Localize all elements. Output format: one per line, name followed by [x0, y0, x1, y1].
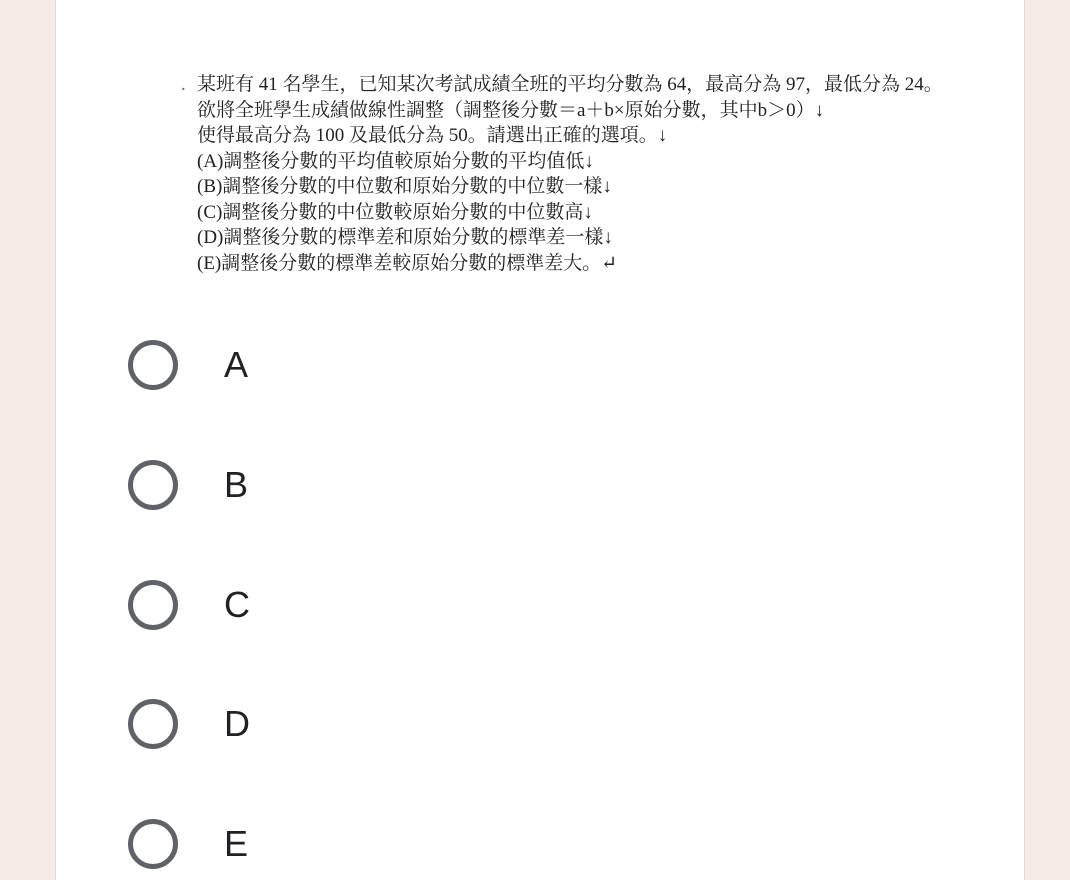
- choice-c[interactable]: [128, 575, 428, 635]
- question-option-e-text: (E)調整後分數的標準差較原始分數的標準差大。↵: [197, 252, 618, 274]
- choice-b[interactable]: [128, 455, 428, 515]
- bullet-dot: .: [181, 74, 186, 95]
- choice-d[interactable]: [128, 694, 428, 754]
- question-option-a-text: (A)調整後分數的平均值較原始分數的平均值低↓: [197, 150, 594, 172]
- choice-a[interactable]: [128, 335, 428, 395]
- choice-label-a: A: [224, 344, 249, 385]
- question-line-1: . 某班有 41 名學生，已知某次考試成績全班的平均分數為 64，最高分為 97，最低分為 24。: [181, 72, 1011, 98]
- choice-label-c: C: [224, 584, 250, 625]
- radio-button-d[interactable]: [128, 699, 178, 749]
- choice-e[interactable]: [128, 814, 428, 874]
- question-text-image: [181, 72, 1011, 276]
- radio-button-a[interactable]: [128, 340, 178, 390]
- choice-label-b: B: [224, 464, 249, 505]
- radio-button-c[interactable]: [128, 580, 178, 630]
- choice-label-e: E: [224, 823, 249, 864]
- choice-label-d: D: [224, 703, 250, 744]
- question-line-3: 使得最高分為 100 及最低分為 50。請選出正確的選項。↓: [197, 125, 668, 146]
- question-option-d-text: (D)調整後分數的標準差和原始分數的標準差一樣↓: [197, 227, 613, 248]
- radio-button-e[interactable]: [128, 819, 178, 869]
- question-option-c-text: (C)調整後分數的中位數較原始分數的中位數高↓: [197, 201, 593, 223]
- question-option-b-text: (B)調整後分數的中位數和原始分數的中位數一樣↓: [197, 176, 612, 197]
- question-line-2: 欲將全班學生成績做線性調整（調整後分數＝a＋b×原始分數，其中b＞0）↓: [197, 99, 825, 121]
- radio-button-b[interactable]: [128, 460, 178, 510]
